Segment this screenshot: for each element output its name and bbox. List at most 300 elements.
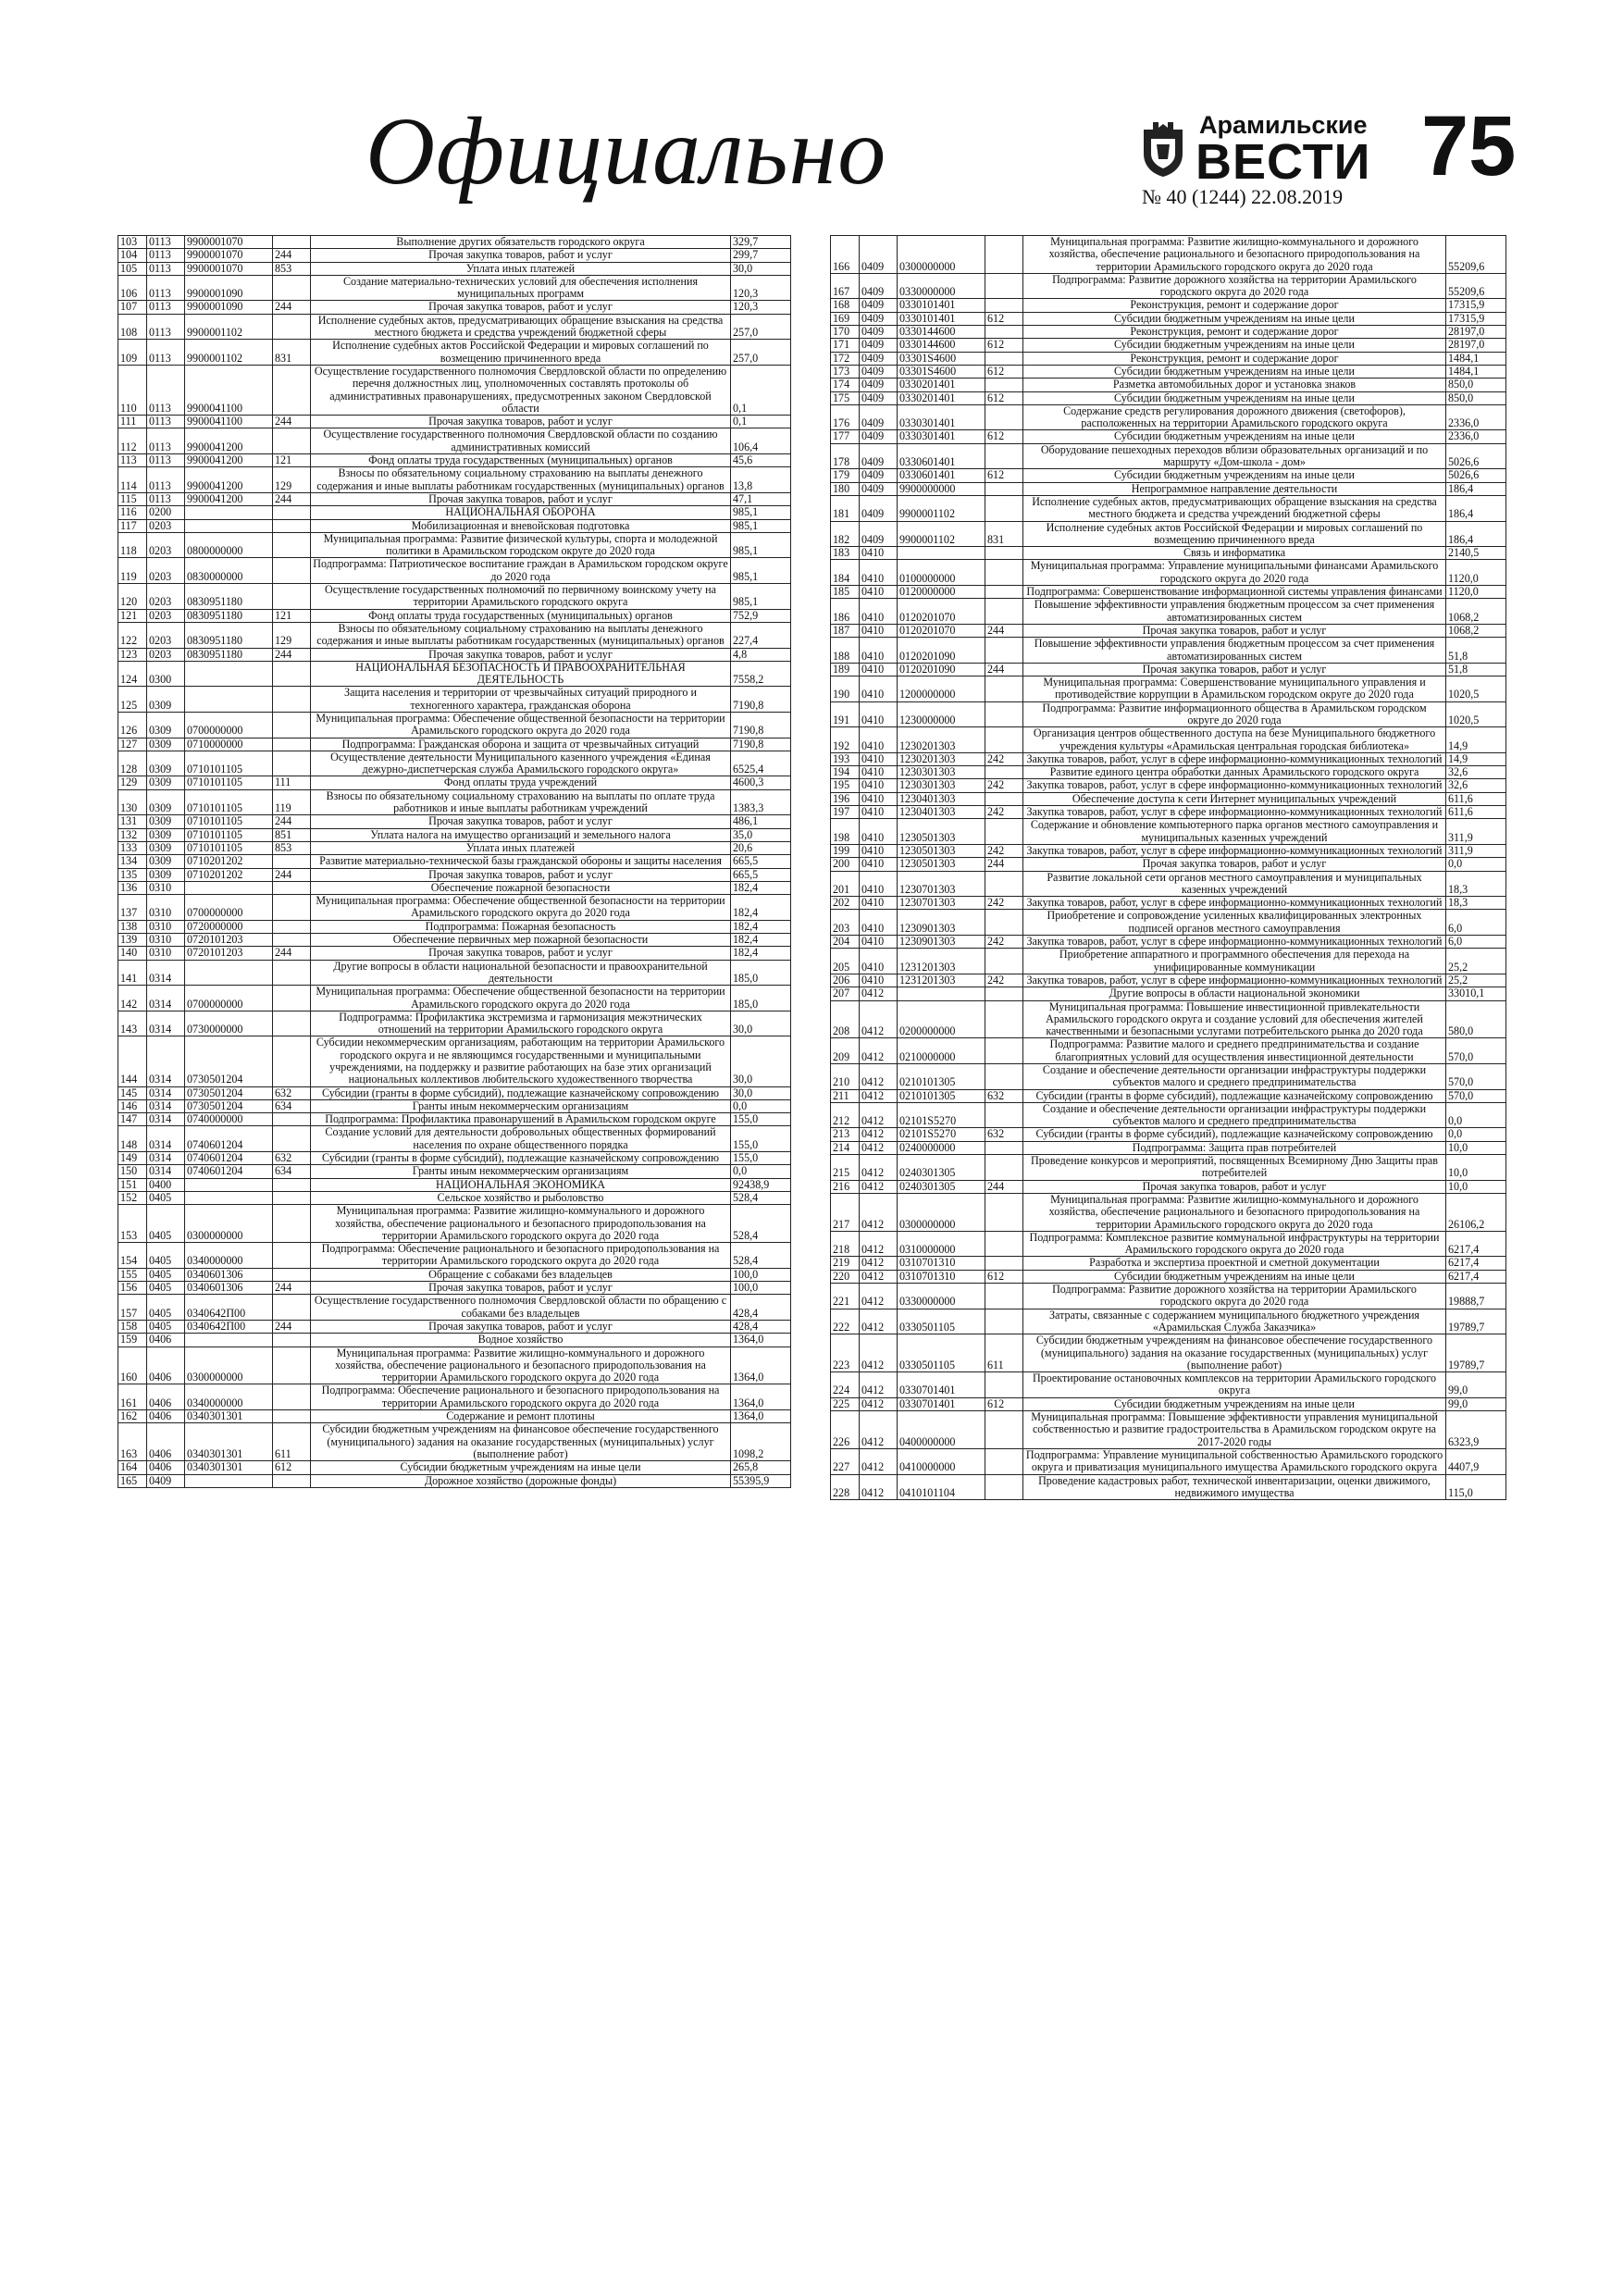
row-description: Приобретение аппаратного и программного обеспечения для перехода на унифицированные коммуникации: [1023, 949, 1446, 974]
row-description: Прочая закупка товаров, работ и услуг: [311, 301, 731, 314]
section-code: 0410: [860, 974, 898, 987]
row-description: Муниципальная программа: Повышение эффективности управления муниципальной собственностью и развитие градостроительства в Арамильском городском округе на 2017-2020 годы: [1023, 1411, 1446, 1449]
section-code: 0405: [147, 1295, 185, 1321]
expense-type: 612: [985, 1270, 1023, 1283]
right-table-column: [830, 235, 1506, 1500]
target-code: [185, 960, 273, 986]
target-code: 9900041200: [185, 428, 273, 454]
expense-type: 244: [273, 249, 311, 262]
row-number: 109: [118, 340, 147, 366]
row-amount: 265,8: [731, 1461, 791, 1474]
row-description: Закупка товаров, работ, услуг в сфере информационно-коммуникационных технологий: [1023, 897, 1446, 910]
table-row: [831, 469, 1506, 482]
table-row: [118, 960, 791, 986]
section-code: 0412: [860, 1193, 898, 1231]
row-number: 112: [118, 428, 147, 454]
row-number: 130: [118, 789, 147, 815]
section-code: 0410: [860, 547, 898, 560]
table-row: [118, 519, 791, 532]
row-number: 206: [831, 974, 860, 987]
row-number: 194: [831, 766, 860, 779]
target-code: 0710201202: [185, 868, 273, 881]
expense-type: [985, 404, 1023, 430]
row-description: Выполнение других обязательств городского округа: [311, 236, 731, 249]
row-description: Прочая закупка товаров, работ и услуг: [1023, 663, 1446, 676]
row-number: 171: [831, 339, 860, 352]
target-code: 0730501204: [185, 1086, 273, 1099]
row-amount: 329,7: [731, 236, 791, 249]
section-code: 0113: [147, 365, 185, 415]
row-number: 176: [831, 404, 860, 430]
expense-type: 831: [985, 521, 1023, 547]
row-amount: 13,8: [731, 467, 791, 493]
row-amount: 665,5: [731, 855, 791, 868]
table-row: [831, 586, 1506, 599]
section-code: 0113: [147, 467, 185, 493]
expense-type: [985, 792, 1023, 805]
target-code: 1230201303: [898, 752, 985, 765]
expense-type: [273, 738, 311, 751]
expense-type: [273, 1474, 311, 1487]
row-number: 136: [118, 881, 147, 894]
table-row: [831, 949, 1506, 974]
row-amount: 26106,2: [1446, 1193, 1506, 1231]
expense-type: 111: [273, 776, 311, 789]
row-amount: 51,8: [1446, 663, 1506, 676]
row-number: 227: [831, 1448, 860, 1474]
target-code: 0340301301: [185, 1461, 273, 1474]
target-code: 0400000000: [898, 1411, 985, 1449]
table-row: [831, 365, 1506, 378]
table-row: [831, 1231, 1506, 1257]
section-code: 0409: [860, 443, 898, 469]
row-number: 220: [831, 1270, 860, 1283]
row-number: 132: [118, 828, 147, 841]
table-row: [118, 1474, 791, 1487]
row-description: Подпрограмма: Защита прав потребителей: [1023, 1141, 1446, 1154]
row-number: 155: [118, 1268, 147, 1281]
table-row: [118, 1036, 791, 1086]
table-row: [118, 986, 791, 1011]
row-amount: 28197,0: [1446, 326, 1506, 339]
row-amount: 257,0: [731, 340, 791, 366]
table-row: [831, 1193, 1506, 1231]
expense-type: [273, 1295, 311, 1321]
row-description: Муниципальная программа: Развитие жилищно-коммунального и дорожного хозяйства, обеспечение рационального и безопасного природопользования на территории Арамильского городского округа до 2020 года: [1023, 1193, 1446, 1231]
row-amount: 100,0: [731, 1282, 791, 1295]
section-code: 0410: [860, 779, 898, 792]
page-header: [0, 0, 1623, 230]
target-code: 03301S4600: [898, 365, 985, 378]
row-amount: 428,4: [731, 1320, 791, 1333]
table-row: [118, 506, 791, 519]
row-amount: 1098,2: [731, 1423, 791, 1461]
row-description: Субсидии бюджетным учреждениям на иные цели: [311, 1461, 731, 1474]
row-amount: 55209,6: [1446, 273, 1506, 299]
table-row: [831, 910, 1506, 936]
row-number: 117: [118, 519, 147, 532]
table-row: [831, 326, 1506, 339]
row-number: 207: [831, 987, 860, 1000]
expense-type: 244: [985, 624, 1023, 637]
table-row: [118, 492, 791, 505]
row-number: 214: [831, 1141, 860, 1154]
row-amount: 55395,9: [731, 1474, 791, 1487]
target-code: 0330601401: [898, 469, 985, 482]
table-row: [831, 779, 1506, 792]
row-description: Подпрограмма: Развитие малого и среднего предпринимательства и создание благоприятных условий для осуществления инвестиционной деятельности: [1023, 1038, 1446, 1064]
row-description: Непрограммное направление деятельности: [1023, 482, 1446, 495]
section-code: 0113: [147, 314, 185, 340]
row-description: Развитие единого центра обработки данных Арамильского городского округа: [1023, 766, 1446, 779]
section-code: 0410: [860, 586, 898, 599]
section-code: 0410: [860, 819, 898, 845]
table-row: [118, 1268, 791, 1281]
expense-type: 242: [985, 936, 1023, 949]
table-row: [118, 236, 791, 249]
row-amount: 120,3: [731, 301, 791, 314]
section-code: 0200: [147, 506, 185, 519]
row-number: 144: [118, 1036, 147, 1086]
expense-type: 612: [985, 1397, 1023, 1410]
table-row: [118, 454, 791, 467]
row-number: 167: [831, 273, 860, 299]
row-description: Мобилизационная и вневойсковая подготовка: [311, 519, 731, 532]
target-code: [898, 987, 985, 1000]
target-code: 0330201401: [898, 391, 985, 404]
section-code: 0314: [147, 986, 185, 1011]
row-description: НАЦИОНАЛЬНАЯ ЭКОНОМИКА: [311, 1178, 731, 1191]
row-description: Осуществление деятельности Муниципального казенного учреждения «Единая дежурно-диспетчерская служба Арамильского городского округа»: [311, 751, 731, 776]
section-code: 0309: [147, 855, 185, 868]
table-row: [831, 663, 1506, 676]
row-amount: 14,9: [1446, 752, 1506, 765]
row-number: 195: [831, 779, 860, 792]
row-amount: 33010,1: [1446, 987, 1506, 1000]
section-code: 0412: [860, 1372, 898, 1398]
expense-type: 119: [273, 789, 311, 815]
section-code: 0409: [860, 273, 898, 299]
table-row: [118, 1191, 791, 1204]
row-amount: 100,0: [731, 1268, 791, 1281]
row-description: Реконструкция, ремонт и содержание дорог: [1023, 352, 1446, 365]
table-row: [118, 1178, 791, 1191]
target-code: 0720000000: [185, 920, 273, 933]
row-description: Субсидии (гранты в форме субсидий), подлежащие казначейскому сопровождению: [311, 1152, 731, 1165]
row-description: Повышение эффективности управления бюджетным процессом за счет применения автоматизированных систем: [1023, 638, 1446, 664]
section-code: 0406: [147, 1384, 185, 1410]
row-number: 209: [831, 1038, 860, 1064]
expense-type: 244: [273, 1282, 311, 1295]
row-description: Осуществление государственных полномочий по первичному воинскому учету на территории Арамильского городского округа: [311, 584, 731, 610]
row-amount: 6217,4: [1446, 1231, 1506, 1257]
target-code: 0710101105: [185, 751, 273, 776]
row-number: 203: [831, 910, 860, 936]
row-amount: 486,1: [731, 815, 791, 828]
section-code: 0113: [147, 428, 185, 454]
row-description: Создание и обеспечение деятельности организации инфраструктуры поддержки субъектов малого и среднего предпринимательства: [1023, 1064, 1446, 1090]
row-amount: 1120,0: [1446, 560, 1506, 586]
row-number: 211: [831, 1089, 860, 1102]
target-code: 0330144600: [898, 326, 985, 339]
expense-type: [985, 676, 1023, 702]
table-row: [118, 609, 791, 622]
table-row: [831, 1257, 1506, 1270]
row-amount: 665,5: [731, 868, 791, 881]
row-amount: 2336,0: [1446, 404, 1506, 430]
target-code: 9900041200: [185, 492, 273, 505]
row-description: Реконструкция, ремонт и содержание дорог: [1023, 326, 1446, 339]
row-description: Закупка товаров, работ, услуг в сфере информационно-коммуникационных технологий: [1023, 974, 1446, 987]
expense-type: [985, 1000, 1023, 1038]
table-row: [831, 1448, 1506, 1474]
row-description: Фонд оплаты труда государственных (муниципальных) органов: [311, 454, 731, 467]
section-code: 0203: [147, 609, 185, 622]
section-code: 0409: [860, 391, 898, 404]
expense-type: 242: [985, 974, 1023, 987]
issue-line: № 40 (1244) 22.08.2019: [1142, 185, 1344, 208]
expense-type: 612: [985, 391, 1023, 404]
expense-type: 632: [273, 1086, 311, 1099]
expense-type: 121: [273, 454, 311, 467]
section-code: 0113: [147, 416, 185, 428]
section-code: 0410: [860, 752, 898, 765]
row-description: Муниципальная программа: Обеспечение общественной безопасности на территории Арамильского городского округа до 2020 года: [311, 712, 731, 738]
table-row: [118, 1295, 791, 1321]
row-number: 185: [831, 586, 860, 599]
expense-type: [985, 949, 1023, 974]
table-row: [831, 1128, 1506, 1141]
table-row: [118, 1461, 791, 1474]
table-row: [118, 1165, 791, 1178]
row-number: 213: [831, 1128, 860, 1141]
expense-type: [273, 428, 311, 454]
expense-type: 612: [985, 365, 1023, 378]
target-code: 0710101105: [185, 828, 273, 841]
row-amount: 1068,2: [1446, 599, 1506, 625]
row-description: Подпрограмма: Гражданская оборона и защита от чрезвычайных ситуаций: [311, 738, 731, 751]
table-row: [831, 858, 1506, 871]
row-amount: 611,6: [1446, 806, 1506, 819]
table-row: [118, 1086, 791, 1099]
target-code: 0800000000: [185, 532, 273, 558]
row-description: Осуществление государственного полномочия Свердловской области по определению перечня должностных лиц, уполномоченных составлять протоколы об административных правонарушениях, предусмотренных законом Свердловской области: [311, 365, 731, 415]
target-code: 0330000000: [898, 1284, 985, 1309]
row-amount: 7558,2: [731, 661, 791, 687]
section-code: 0409: [860, 404, 898, 430]
row-amount: 1120,0: [1446, 586, 1506, 599]
row-number: 204: [831, 936, 860, 949]
row-number: 188: [831, 638, 860, 664]
row-description: Обращение с собаками без владельцев: [311, 1268, 731, 1281]
expense-type: [985, 560, 1023, 586]
expense-type: [273, 881, 311, 894]
row-amount: 17315,9: [1446, 312, 1506, 325]
row-number: 189: [831, 663, 860, 676]
table-row: [118, 249, 791, 262]
row-amount: 19888,7: [1446, 1284, 1506, 1309]
row-number: 104: [118, 249, 147, 262]
row-description: Подпрограмма: Развитие дорожного хозяйства на территории Арамильского городского округа до 2020 года: [1023, 1284, 1446, 1309]
target-code: 0330101401: [898, 299, 985, 312]
row-number: 177: [831, 430, 860, 443]
row-amount: 19789,7: [1446, 1309, 1506, 1334]
target-code: 9900001070: [185, 262, 273, 275]
row-number: 191: [831, 701, 860, 727]
target-code: 0120201070: [898, 599, 985, 625]
row-description: Прочая закупка товаров, работ и услуг: [311, 1320, 731, 1333]
expense-type: 242: [985, 897, 1023, 910]
target-code: 0330701401: [898, 1397, 985, 1410]
expense-type: [985, 1257, 1023, 1270]
table-row: [831, 1309, 1506, 1334]
row-amount: 25,2: [1446, 974, 1506, 987]
row-amount: 20,6: [731, 841, 791, 854]
row-number: 151: [118, 1178, 147, 1191]
row-description: Прочая закупка товаров, работ и услуг: [1023, 624, 1446, 637]
row-description: Закупка товаров, работ, услуг в сфере информационно-коммуникационных технологий: [1023, 806, 1446, 819]
budget-table-right: [830, 235, 1506, 1500]
section-code: 0406: [147, 1410, 185, 1423]
row-amount: 10,0: [1446, 1180, 1506, 1193]
target-code: 0340601306: [185, 1268, 273, 1281]
row-number: 145: [118, 1086, 147, 1099]
table-row: [118, 467, 791, 493]
section-code: 0314: [147, 1126, 185, 1152]
row-description: Прочая закупка товаров, работ и услуг: [1023, 858, 1446, 871]
row-description: Создание материально-технических условий для обеспечения исполнения муниципальных программ: [311, 275, 731, 301]
section-code: 0410: [860, 936, 898, 949]
table-row: [118, 558, 791, 584]
row-description: Оборудование пешеходных переходов вблизи образовательных организаций и по маршруту «Дом-школа - дом»: [1023, 443, 1446, 469]
row-amount: 6323,9: [1446, 1411, 1506, 1449]
row-description: Закупка товаров, работ, услуг в сфере информационно-коммуникационных технологий: [1023, 779, 1446, 792]
expense-type: 611: [985, 1334, 1023, 1372]
expense-type: 129: [273, 622, 311, 648]
section-title: Официально: [365, 98, 887, 205]
row-amount: 18,3: [1446, 897, 1506, 910]
row-description: Закупка товаров, работ, услуг в сфере информационно-коммуникационных технологий: [1023, 936, 1446, 949]
table-row: [831, 443, 1506, 469]
target-code: 1231201303: [898, 974, 985, 987]
row-number: 222: [831, 1309, 860, 1334]
target-code: 0740601204: [185, 1152, 273, 1165]
row-number: 166: [831, 236, 860, 274]
expense-type: [273, 275, 311, 301]
row-amount: 570,0: [1446, 1038, 1506, 1064]
target-code: 1230501303: [898, 844, 985, 857]
row-number: 129: [118, 776, 147, 789]
target-code: 0830951180: [185, 609, 273, 622]
row-number: 127: [118, 738, 147, 751]
row-number: 135: [118, 868, 147, 881]
row-amount: 528,4: [731, 1205, 791, 1243]
section-code: 0410: [860, 727, 898, 753]
row-amount: 0,1: [731, 416, 791, 428]
row-description: Создание и обеспечение деятельности организации инфраструктуры поддержки субъектов малого и среднего предпринимательства: [1023, 1102, 1446, 1128]
table-row: [831, 1180, 1506, 1193]
expense-type: 244: [273, 416, 311, 428]
section-code: 0113: [147, 301, 185, 314]
row-description: Прочая закупка товаров, работ и услуг: [311, 492, 731, 505]
expense-type: [273, 365, 311, 415]
row-number: 200: [831, 858, 860, 871]
expense-type: 831: [273, 340, 311, 366]
row-description: Подпрограмма: Обеспечение рационального и безопасного природопользования на территории Арамильского городского округа до 2020 года: [311, 1243, 731, 1269]
row-amount: 155,0: [731, 1113, 791, 1126]
row-description: Уплата иных платежей: [311, 841, 731, 854]
row-number: 205: [831, 949, 860, 974]
target-code: [185, 687, 273, 713]
table-row: [831, 299, 1506, 312]
row-description: Создание условий для деятельности добровольных общественных формирований населения по охране общественного порядка: [311, 1126, 731, 1152]
row-number: 111: [118, 416, 147, 428]
target-code: 1230501303: [898, 819, 985, 845]
expense-type: [273, 1126, 311, 1152]
row-amount: 32,6: [1446, 779, 1506, 792]
row-amount: 30,0: [731, 1011, 791, 1036]
row-amount: 2140,5: [1446, 547, 1506, 560]
section-code: 0409: [860, 365, 898, 378]
target-code: 0330101401: [898, 312, 985, 325]
table-row: [831, 974, 1506, 987]
target-code: 0710101105: [185, 841, 273, 854]
row-description: Прочая закупка товаров, работ и услуг: [311, 815, 731, 828]
target-code: 1230401303: [898, 806, 985, 819]
expense-type: [985, 1411, 1023, 1449]
target-code: 0740601204: [185, 1165, 273, 1178]
row-number: 199: [831, 844, 860, 857]
section-code: 0405: [147, 1268, 185, 1281]
section-code: 0410: [860, 871, 898, 897]
section-code: 0314: [147, 1152, 185, 1165]
expense-type: [985, 1193, 1023, 1231]
row-amount: 35,0: [731, 828, 791, 841]
row-amount: 6217,4: [1446, 1257, 1506, 1270]
row-description: Муниципальная программа: Развитие физической культуры, спорта и молодежной политики в Арамильском городском округе до 2020 года: [311, 532, 731, 558]
expense-type: [273, 1243, 311, 1269]
target-code: 1230301303: [898, 766, 985, 779]
row-amount: 182,4: [731, 881, 791, 894]
budget-table-left: [118, 235, 791, 1488]
table-row: [831, 819, 1506, 845]
expense-type: 242: [985, 844, 1023, 857]
section-code: 0410: [860, 624, 898, 637]
section-code: 0412: [860, 1128, 898, 1141]
row-amount: 850,0: [1446, 391, 1506, 404]
table-row: [118, 712, 791, 738]
row-number: 126: [118, 712, 147, 738]
target-code: [185, 506, 273, 519]
expense-type: 244: [273, 868, 311, 881]
section-code: 0113: [147, 262, 185, 275]
row-amount: 6,0: [1446, 936, 1506, 949]
section-code: 0409: [860, 312, 898, 325]
expense-type: [273, 920, 311, 933]
row-amount: 1364,0: [731, 1384, 791, 1410]
row-description: Муниципальная программа: Управление муниципальными финансами Арамильского городского округа до 2020 года: [1023, 560, 1446, 586]
row-description: Закупка товаров, работ, услуг в сфере информационно-коммуникационных технологий: [1023, 844, 1446, 857]
target-code: 1230301303: [898, 779, 985, 792]
row-number: 148: [118, 1126, 147, 1152]
row-description: Проектирование остановочных комплексов на территории Арамильского городского округа: [1023, 1372, 1446, 1398]
expense-type: [985, 1372, 1023, 1398]
table-row: [118, 789, 791, 815]
row-description: Муниципальная программа: Обеспечение общественной безопасности на территории Арамильского городского округа до 2020 года: [311, 986, 731, 1011]
expense-type: 634: [273, 1099, 311, 1112]
row-amount: 51,8: [1446, 638, 1506, 664]
row-number: 113: [118, 454, 147, 467]
